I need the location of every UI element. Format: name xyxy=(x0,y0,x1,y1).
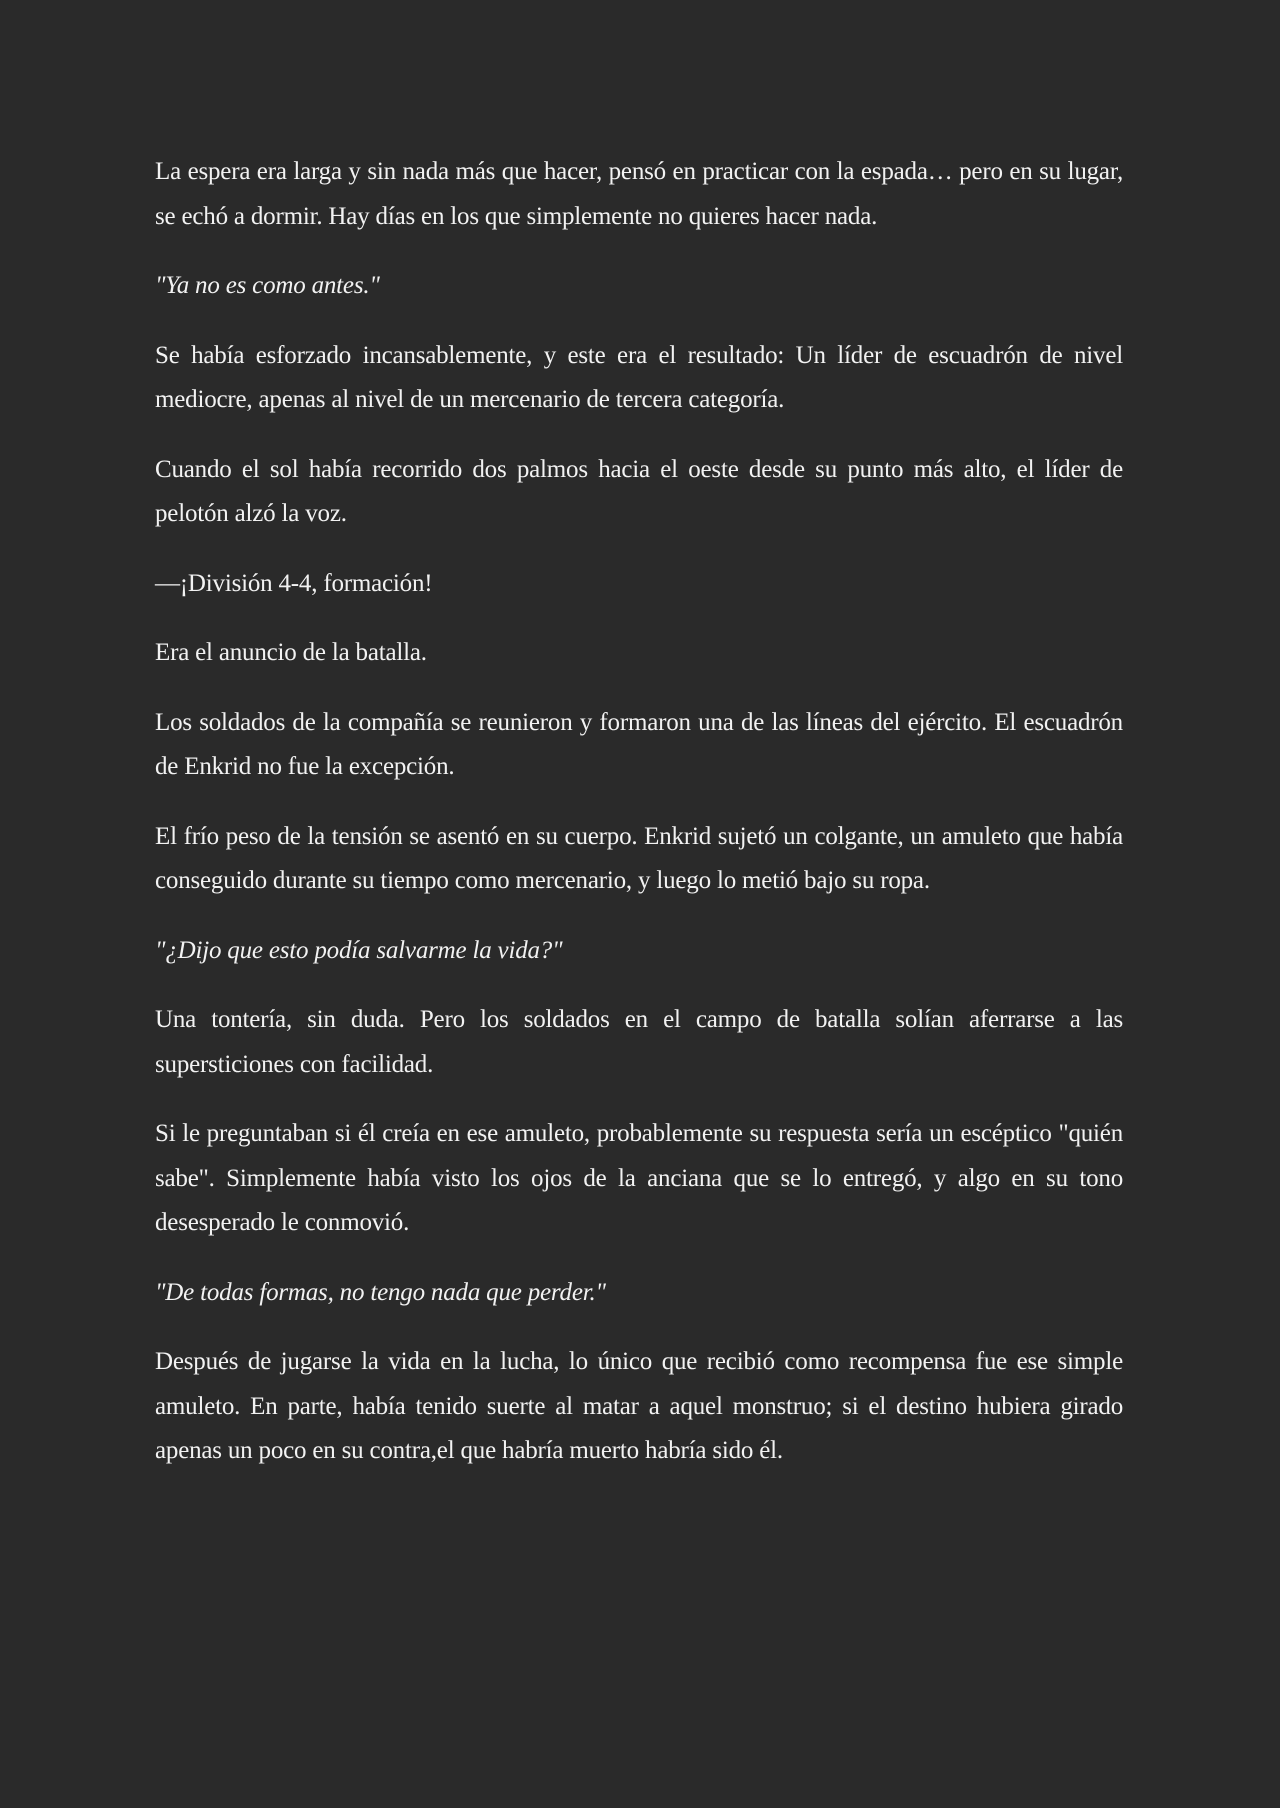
inner-thought: "¿Dijo que esto podía salvarme la vida?" xyxy=(155,936,563,964)
dialogue: —¡División 4-4, formación! xyxy=(155,569,433,597)
paragraph: Una tontería, sin duda. Pero los soldados en el campo de batalla solían aferrarse a las supersticiones con facilidad. xyxy=(155,1006,1123,1078)
inner-thought: "Ya no es como antes." xyxy=(155,272,380,299)
paragraph: Si le preguntaban si él creía en ese amuleto, probablemente su respuesta sería un escéptico "quién sabe". Simplemente había visto los ojos de la anciana que se lo entregó, y algo en su tono desesperado le conmovió. xyxy=(155,1120,1123,1236)
paragraph: Después de jugarse la vida en la lucha, lo único que recibió como recompensa fue ese simple amuleto. En parte, había tenido suerte al matar a aquel monstruo; si el destino hubiera girado apenas un poco en su contra,el que habría muerto habría sido él. xyxy=(155,1348,1123,1464)
inner-thought: "De todas formas, no tengo nada que perder." xyxy=(155,1278,606,1306)
paragraph: La espera era larga y sin nada más que hacer, pensó en practicar con la espada… pero en su lugar, se echó a dormir. Hay días en los que simplemente no quieres hacer nada. xyxy=(155,158,1123,230)
paragraph: Era el anuncio de la batalla. xyxy=(155,639,427,666)
chapter-text xyxy=(155,150,1123,1499)
paragraph: Los soldados de la compañía se reunieron y formaron una de las líneas del ejército. El escuadrón de Enkrid no fue la excepción. xyxy=(155,708,1123,780)
paragraph: Se había esforzado incansablemente, y este era el resultado: Un líder de escuadrón de nivel mediocre, apenas al nivel de un mercenario de tercera categoría. xyxy=(155,341,1123,413)
paragraph: Cuando el sol había recorrido dos palmos hacia el oeste desde su punto más alto, el líder de pelotón alzó la voz. xyxy=(155,455,1123,527)
paragraph: El frío peso de la tensión se asentó en su cuerpo. Enkrid sujetó un colgante, un amuleto que había conseguido durante su tiempo como mercenario, y luego lo metió bajo su ropa. xyxy=(155,822,1123,894)
